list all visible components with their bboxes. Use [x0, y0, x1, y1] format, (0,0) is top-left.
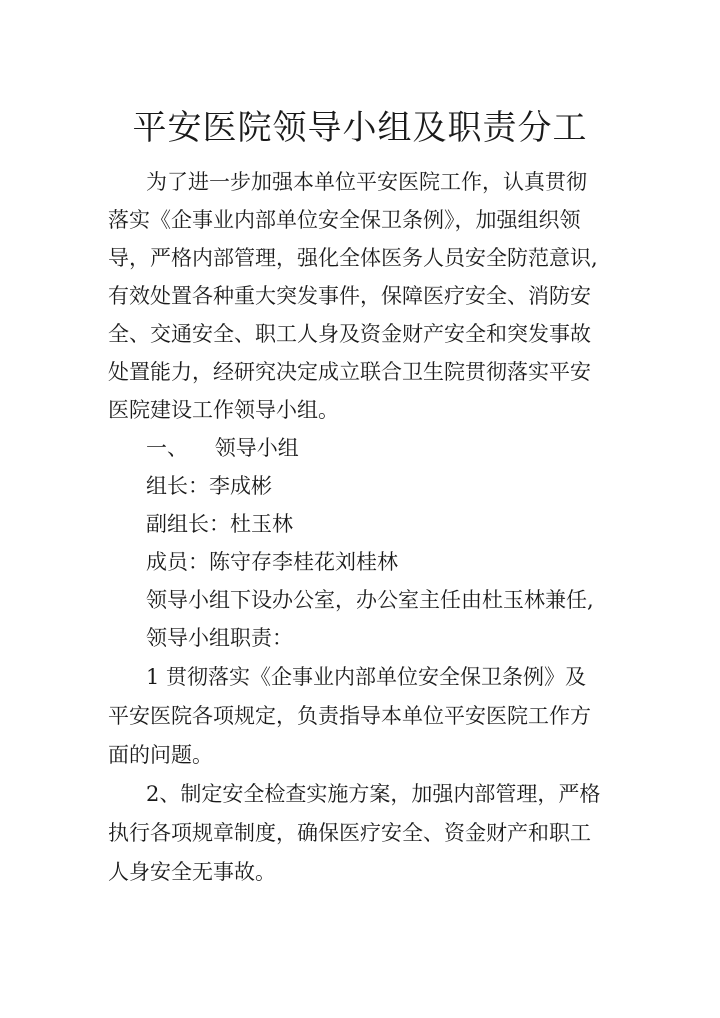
- intro-line-4: 有效处置各种重大突发事件，保障医疗安全、消防安: [108, 284, 591, 308]
- duties-heading: 领导小组职责：: [146, 626, 293, 650]
- deputy-group-leader: 副组长：杜玉林: [146, 512, 293, 536]
- duty-2-line-1: 2、制定安全检查实施方案，加强内部管理，严格: [146, 782, 601, 806]
- intro-line-1: 为了进一步加强本单位平安医院工作，认真贯彻: [146, 170, 587, 194]
- duty-2-line-3: 人身安全无事故。: [108, 860, 276, 884]
- group-members: 成员：陈守存李桂花刘桂林: [146, 550, 398, 574]
- office-note: 领导小组下设办公室，办公室主任由杜玉林兼任,: [146, 588, 594, 612]
- intro-line-6: 处置能力，经研究决定成立联合卫生院贯彻落实平安: [108, 360, 591, 384]
- section-heading-leadership-group: 一、 领导小组: [146, 436, 299, 460]
- duty-2-line-2: 执行各项规章制度，确保医疗安全、资金财产和职工: [108, 821, 591, 845]
- group-leader: 组长：李成彬: [146, 474, 272, 498]
- duty-1-line-3: 面的问题。: [108, 743, 213, 767]
- intro-line-2: 落实《企事业内部单位安全保卫条例》，加强组织领: [108, 208, 581, 232]
- duty-1-line-1: 1 贯彻落实《企事业内部单位安全保卫条例》及: [146, 665, 587, 689]
- intro-line-5: 全、交通安全、职工人身及资金财产安全和突发事故: [108, 322, 591, 346]
- intro-line-3: 导，严格内部管理，强化全体医务人员安全防范意识,: [108, 246, 598, 270]
- intro-line-7: 医院建设工作领导小组。: [108, 398, 339, 422]
- document-title: 平安医院领导小组及职责分工: [132, 108, 588, 148]
- duty-1-line-2: 平安医院各项规定，负责指导本单位平安医院工作方: [108, 704, 591, 728]
